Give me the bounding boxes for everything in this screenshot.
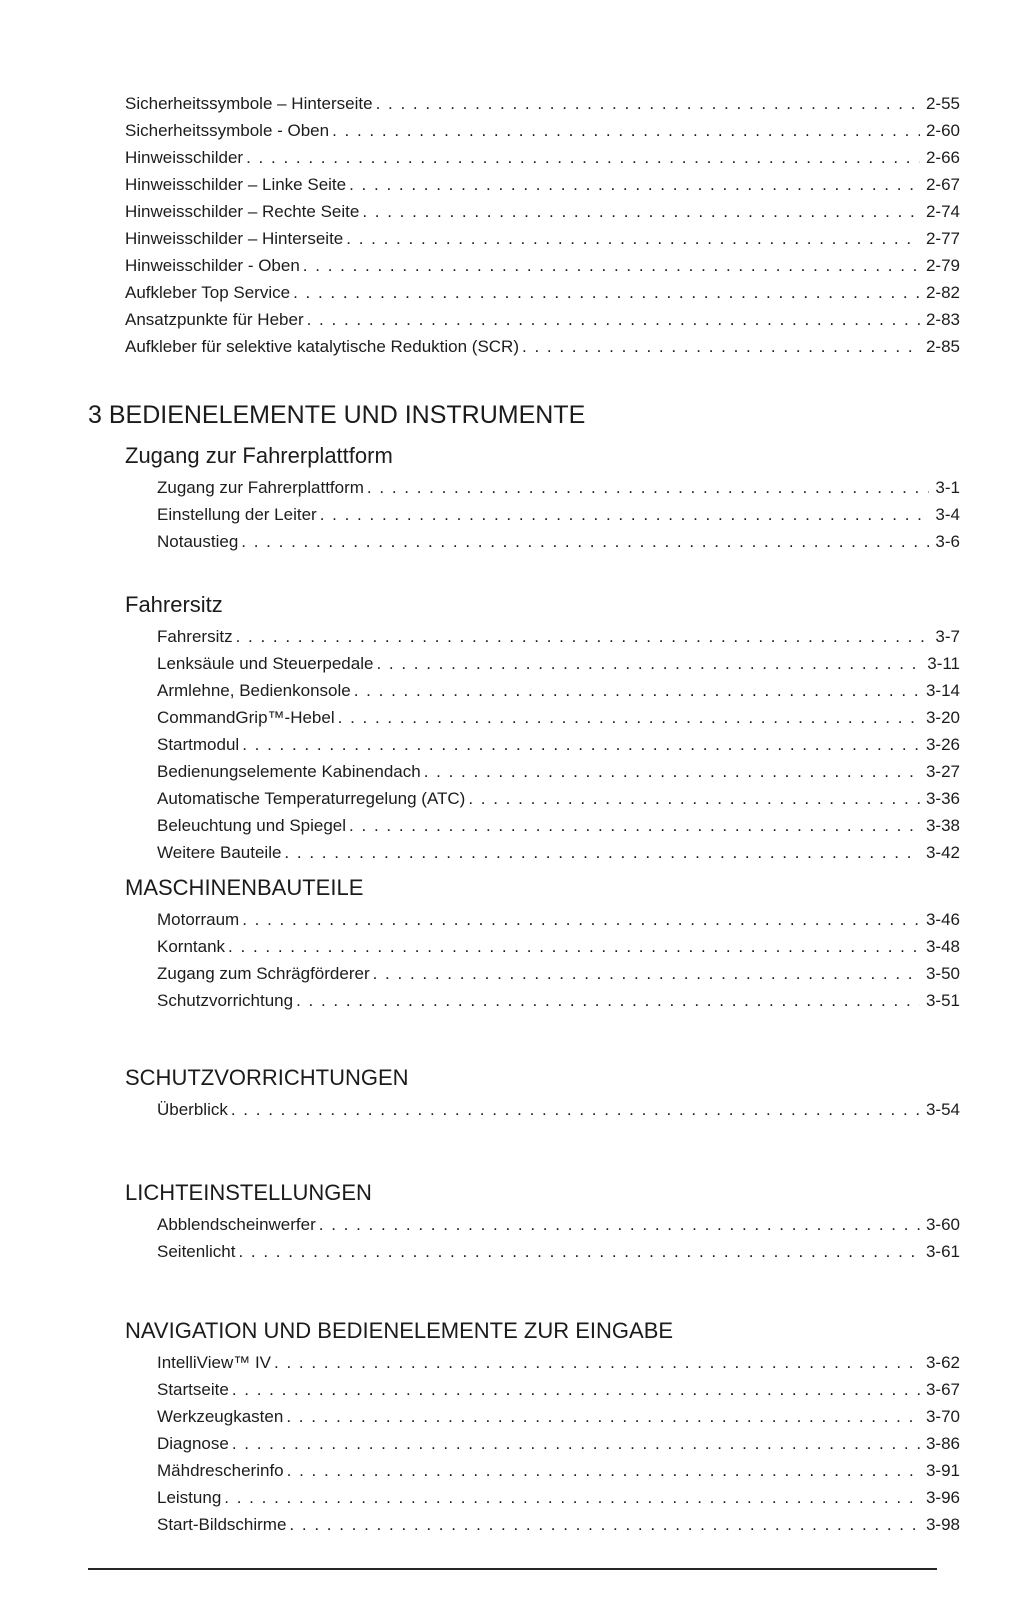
toc-entry-page: 3-20 [925, 708, 960, 727]
toc-entry-page: 3-1 [935, 478, 960, 497]
section-entries [157, 1349, 960, 1538]
toc-leader-dots [522, 333, 920, 360]
toc-section [125, 1179, 960, 1265]
toc-entry [157, 1403, 960, 1430]
toc-leader-dots [236, 623, 930, 650]
toc-leader-dots [289, 1511, 920, 1538]
toc-entry-label: Korntank [157, 937, 226, 956]
toc-entry-page: 3-61 [925, 1242, 960, 1261]
toc-entry [157, 987, 960, 1014]
toc-entry-label: Aufkleber für selektive katalytische Reduktion (SCR) [125, 337, 519, 356]
toc-leader-dots [284, 839, 920, 866]
toc-leader-dots [354, 677, 920, 704]
toc-leader-dots [332, 117, 920, 144]
toc-leader-dots [338, 704, 920, 731]
toc-entry [157, 474, 960, 501]
toc-entry-label: Motorraum [157, 910, 240, 929]
toc-entry-page: 3-54 [925, 1100, 960, 1119]
toc-entry-label: Sicherheitssymbole – Hinterseite [125, 94, 373, 113]
toc-entry [157, 528, 960, 555]
toc-entry-label: Einstellung der Leiter [157, 505, 317, 524]
toc-entry [125, 171, 960, 198]
toc-entry-page: 2-67 [925, 175, 960, 194]
toc-entry-label: Zugang zum Schrägförderer [157, 964, 370, 983]
toc-leader-dots [274, 1349, 920, 1376]
toc-leader-dots [246, 144, 920, 171]
toc-entry-page: 3-67 [925, 1380, 960, 1399]
toc-section [125, 1317, 960, 1538]
toc-entry-page: 2-82 [925, 283, 960, 302]
toc-entry-label: Startmodul [157, 735, 240, 754]
toc-entry-page: 3-70 [925, 1407, 960, 1426]
toc-entry-label: Leistung [157, 1488, 222, 1507]
toc-entry-page: 3-86 [925, 1434, 960, 1453]
toc-leader-dots [346, 225, 920, 252]
toc-entry [157, 704, 960, 731]
toc-entry [125, 198, 960, 225]
toc-entry-label: Bedienungselemente Kabinendach [157, 762, 421, 781]
toc-entry [157, 1096, 960, 1123]
toc-entry [157, 906, 960, 933]
toc-entry-label: Armlehne, Bedienkonsole [157, 681, 351, 700]
toc-leader-dots [424, 758, 920, 785]
toc-entry-label: Beleuchtung und Spiegel [157, 816, 347, 835]
toc-entry-label: Werkzeugkasten [157, 1407, 284, 1426]
toc-entry [157, 933, 960, 960]
toc-entry [125, 333, 960, 360]
toc-entry [125, 252, 960, 279]
toc-leader-dots [349, 812, 920, 839]
toc-leader-dots [287, 1457, 920, 1484]
section-entries [157, 906, 960, 1014]
toc-leader-dots [286, 1403, 920, 1430]
toc-entry-page: 2-60 [925, 121, 960, 140]
section-entries [157, 1211, 960, 1265]
toc-entry-page: 3-62 [925, 1353, 960, 1372]
toc-entry [157, 1349, 960, 1376]
toc-entry-page: 3-51 [925, 991, 960, 1010]
toc-entry [157, 623, 960, 650]
toc-entry-page: 3-7 [935, 627, 960, 646]
toc-leader-dots [362, 198, 920, 225]
toc-entry [157, 1376, 960, 1403]
toc-entry-label: Fahrersitz [157, 627, 233, 646]
toc-entry-label: Seitenlicht [157, 1242, 236, 1261]
toc-entry-label: Diagnose [157, 1434, 229, 1453]
toc-entry-page: 3-46 [925, 910, 960, 929]
toc-entry [157, 960, 960, 987]
toc-entry-label: Automatische Temperaturregelung (ATC) [157, 789, 466, 808]
toc-leader-dots [242, 731, 920, 758]
chapter-heading: 3 BEDIENELEMENTE UND INSTRUMENTE [88, 401, 586, 429]
toc-entry [125, 144, 960, 171]
section-title: NAVIGATION UND BEDIENELEMENTE ZUR EINGABE [125, 1318, 674, 1343]
toc-leader-dots [376, 90, 920, 117]
toc-entry [157, 839, 960, 866]
toc-entry-label: Zugang zur Fahrerplattform [157, 478, 364, 497]
toc-entry-label: Start-Bildschirme [157, 1515, 287, 1534]
toc-entry-page: 2-55 [925, 94, 960, 113]
toc-leader-dots [241, 528, 929, 555]
toc-section [125, 591, 960, 866]
toc-sections [88, 442, 960, 1538]
toc-leader-dots [224, 1484, 920, 1511]
toc-entry-label: Weitere Bauteile [157, 843, 282, 862]
toc-entry [157, 1430, 960, 1457]
bottom-rule [88, 1568, 937, 1570]
toc-leader-dots [293, 279, 920, 306]
toc-entry-label: Notaustieg [157, 532, 239, 551]
section-title: Fahrersitz [125, 592, 223, 617]
toc-entry-page: 2-66 [925, 148, 960, 167]
toc-entry [125, 306, 960, 333]
section-title: SCHUTZVORRICHTUNGEN [125, 1065, 409, 1090]
toc-entry-page: 3-27 [925, 762, 960, 781]
toc-entry-page: 3-4 [935, 505, 960, 524]
toc-leader-dots [242, 906, 920, 933]
toc-entry [125, 90, 960, 117]
toc-entry [157, 731, 960, 758]
toc-entry [157, 650, 960, 677]
toc-section [125, 874, 960, 1014]
leading-entries [125, 90, 960, 360]
toc-leader-dots [296, 987, 920, 1014]
toc-entry-label: Ansatzpunkte für Heber [125, 310, 304, 329]
section-entries [157, 1096, 960, 1123]
toc-leader-dots [320, 501, 930, 528]
toc-entry-label: Mähdrescherinfo [157, 1461, 284, 1480]
toc-entry-label: CommandGrip™-Hebel [157, 708, 335, 727]
toc-entry-page: 3-26 [925, 735, 960, 754]
toc-entry [125, 225, 960, 252]
section-title: Zugang zur Fahrerplattform [125, 443, 393, 468]
section-title: MASCHINENBAUTEILE [125, 875, 364, 900]
toc-entry-page: 2-77 [925, 229, 960, 248]
toc-leader-dots [319, 1211, 920, 1238]
toc-entry-label: Lenksäule und Steuerpedale [157, 654, 374, 673]
toc-entry-label: Hinweisschilder - Oben [125, 256, 300, 275]
toc-entry-page: 2-83 [925, 310, 960, 329]
toc-leader-dots [238, 1238, 920, 1265]
toc-leader-dots [349, 171, 920, 198]
toc-entry [157, 1457, 960, 1484]
toc-entry-label: Hinweisschilder [125, 148, 244, 167]
toc-entry [157, 785, 960, 812]
toc-entry [157, 501, 960, 528]
toc-entry-label: Aufkleber Top Service [125, 283, 291, 302]
toc-entry [157, 1238, 960, 1265]
section-title: LICHTEINSTELLUNGEN [125, 1180, 372, 1205]
toc-entry-page: 3-14 [925, 681, 960, 700]
toc-entry [157, 758, 960, 785]
toc-entry-page: 3-6 [935, 532, 960, 551]
toc-entry [157, 1511, 960, 1538]
section-entries [157, 623, 960, 866]
toc-entry-page: 2-79 [925, 256, 960, 275]
toc-leader-dots [303, 252, 920, 279]
toc-entry-page: 2-85 [925, 337, 960, 356]
toc-entry-page: 3-36 [925, 789, 960, 808]
toc-entry-label: Hinweisschilder – Hinterseite [125, 229, 344, 248]
toc-entry-page: 3-38 [925, 816, 960, 835]
toc-entry [157, 1211, 960, 1238]
toc-leader-dots [373, 960, 920, 987]
toc-entry [157, 677, 960, 704]
toc-section [125, 442, 960, 555]
toc-entry-page: 3-91 [925, 1461, 960, 1480]
toc-entry-label: IntelliView™ IV [157, 1353, 272, 1372]
toc-leader-dots [367, 474, 930, 501]
toc-leader-dots [228, 933, 920, 960]
toc-entry-page: 3-11 [927, 654, 960, 673]
toc-entry-label: Überblick [157, 1100, 228, 1119]
toc-section [125, 1064, 960, 1123]
toc-entry-page: 3-42 [925, 843, 960, 862]
toc-entry-label: Abblendscheinwerfer [157, 1215, 316, 1234]
toc-leader-dots [376, 650, 921, 677]
toc-entry-page: 3-50 [925, 964, 960, 983]
section-entries [157, 474, 960, 555]
toc-entry-label: Sicherheitssymbole - Oben [125, 121, 330, 140]
toc-entry-page: 3-48 [925, 937, 960, 956]
toc-leader-dots [232, 1430, 920, 1457]
toc-leader-dots [307, 306, 920, 333]
toc-leader-dots [232, 1376, 920, 1403]
toc-entry-label: Startseite [157, 1380, 229, 1399]
toc-entry-label: Schutzvorrichtung [157, 991, 294, 1010]
toc-entry [125, 279, 960, 306]
toc-entry-label: Hinweisschilder – Rechte Seite [125, 202, 360, 221]
toc-entry [157, 1484, 960, 1511]
toc-entry-page: 3-98 [925, 1515, 960, 1534]
toc-leader-dots [231, 1096, 920, 1123]
toc-leader-dots [468, 785, 920, 812]
toc-entry-page: 3-60 [925, 1215, 960, 1234]
toc-entry [125, 117, 960, 144]
toc-entry-page: 3-96 [925, 1488, 960, 1507]
toc-entry-page: 2-74 [925, 202, 960, 221]
toc-entry-label: Hinweisschilder – Linke Seite [125, 175, 347, 194]
toc-entry [157, 812, 960, 839]
